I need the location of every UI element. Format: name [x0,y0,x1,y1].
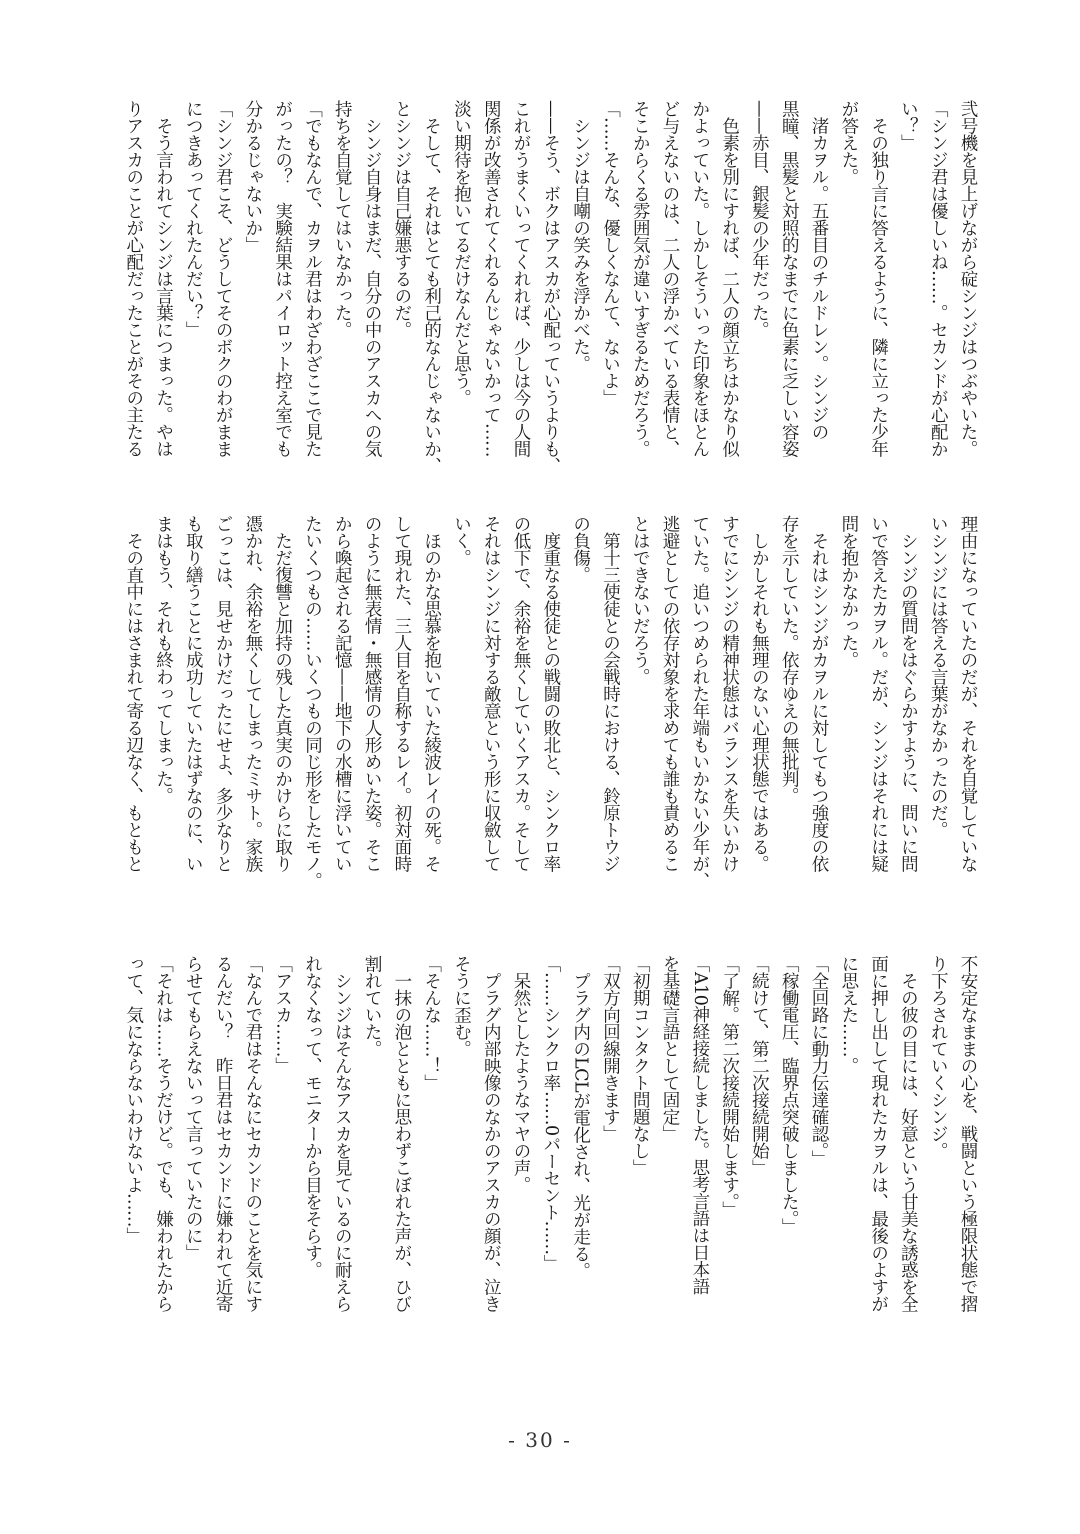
text-line: ただ復讐と加持の残した真実のかけらに取り [272,515,293,872]
text-line: 「全回路に動力伝達確認。」 [809,955,830,1168]
text-line: い？」 [898,100,919,151]
text-line: って、気にならないわけないよ……」 [123,955,144,1244]
text-line: 黒瞳、黒髪と対照的なまでに色素に乏しい容姿 [779,100,800,457]
text-line: 第十三使徒との会戦時における、鈴原トウジ [600,515,621,872]
text-line: その直中にはさまれて寄る辺なく、もともと [123,515,144,872]
text-line: 割れていた。 [362,955,383,1057]
text-line: シンジ自身はまだ、自分の中のアスカへの気 [362,100,383,457]
text-line: 「アスカ……」 [272,955,293,1074]
text-line: 一抹の泡とともに思わずこぼれた声が、ひび [391,955,412,1312]
text-block-top [116,100,982,480]
text-line: しかしそれも無理のない心理状態ではある。 [749,515,770,872]
text-line: それはシンジがカヲルに対してもつ強度の依 [809,515,830,872]
text-line: 「それは……そうだけど。でも、嫌われたから [153,955,174,1312]
text-line: 「初期コンタクト問題なし」 [630,955,651,1176]
text-line: そして、それはとても利己的なんじゃないか、 [421,100,442,474]
text-line: のように無表情・無感情の人形めいた姿。そこ [362,515,383,872]
text-line: これがうまくいってくれれば、少しは今の人間 [511,100,532,457]
text-line: れなくなって、モニターから目をそらす。 [302,955,323,1278]
text-line: して現れた、三人目を自称するレイ。初対面時 [391,515,412,872]
text-line: 「でもなんで、カヲル君はわざわざここで見た [302,100,323,457]
text-line: そう言われてシンジは言葉につまった。やは [153,100,174,457]
text-line: がったの？ 実験結果はパイロット控え室でも [272,100,293,457]
text-line: 憑かれ、余裕を無くしてしまったミサト。家族 [242,515,263,872]
text-line: 面に押し出して現れたカヲルは、最後のよすが [868,955,889,1312]
text-line: かよっていた。しかしそういった印象をほとん [689,100,710,457]
text-line: 「シンジ君は優しいね……。セカンドが心配か [928,100,949,457]
text-line: 逃避としての依存対象を求めても誰も責めるこ [660,515,681,872]
text-line: 存を示していた。依存ゆえの無批判。 [779,515,800,804]
text-line: 分かるじゃないか」 [242,100,263,253]
text-line: プラグ内部映像のなかのアスカの顔が、泣き [481,955,502,1312]
text-line: いシンジには答える言葉がなかったのだ。 [928,515,949,838]
text-line: 「……そんな、優しくなんて、ないよ」 [600,100,621,406]
text-line: 問を抱かなかった。 [838,515,859,668]
text-line: 「シンジ君こそ、どうしてそのボクのわがまま [213,100,234,457]
text-line: 「そんな……！」 [421,955,442,1091]
text-line: 不安定なままの心を、戦闘という極限状態で摺 [958,955,978,1312]
text-line: 「稼働電圧、臨界点突破しました。」 [779,955,800,1236]
text-line: いで答えたカヲル。だが、シンジはそれには疑 [868,515,889,872]
text-line: を基礎言語として固定」 [660,955,681,1142]
text-line: 呆然としたようなマヤの声。 [511,955,532,1193]
text-line: すでにシンジの精神状態はバランスを失いかけ [719,515,740,872]
text-line: の負傷。 [570,515,591,583]
text-line: それはシンジに対する敵意という形に収斂して [481,515,502,872]
text-line: その彼の目には、好意という甘美な誘惑を全 [898,955,919,1312]
text-line: から喚起される記憶——地下の水槽に浮いてい [332,515,353,872]
text-line: ——赤目、銀髪の少年だった。 [749,100,770,338]
text-line: 関係が改善されてくれるんじゃないかって…… [481,100,502,457]
text-line: らせてもらえないって言っていたのに」 [183,955,204,1261]
text-line: シンジの質問をはぐらかすように、問いに問 [898,515,919,872]
text-line: ごっこは、見せかけだったにせよ、多少なりと [213,515,234,872]
text-line: るんだい？ 昨日君はセカンドに嫌われて近寄 [213,955,234,1312]
text-line: の低下で、余裕を無くしていくアスカ。そして [511,515,532,872]
text-line: その独り言に答えるように、隣に立った少年 [868,100,889,457]
page-number: - 30 - [508,1428,572,1452]
text-line: いく。 [451,515,472,566]
text-line: まはもう、それも終わってしまった。 [153,515,174,804]
text-line: 弐号機を見上げながら碇シンジはつぶやいた。 [958,100,978,457]
text-line: そうに歪む。 [451,955,472,1057]
text-line: ど与えないのは、二人の浮かべている表情と、 [660,100,681,457]
text-line: とシンジは自己嫌悪するのだ。 [391,100,412,338]
text-line: 「なんで君はそんなにセカンドのことを気にす [242,955,263,1312]
text-line: ほのかな思慕を抱いていた綾波レイの死。そ [421,515,442,872]
text-line: 渚カヲル。五番目のチルドレン。シンジの [809,100,830,440]
text-line: に思えた……。 [838,955,859,1074]
text-line: り下ろされていくシンジ。 [928,955,949,1159]
text-line: 「続けて、第二次接続開始」 [749,955,770,1176]
text-line: 「了解。第二次接続開始します。」 [719,955,740,1219]
text-line: プラグ内のLCLが電化され、光が走る。 [570,955,591,1280]
text-line: 淡い期待を抱いてるだけなんだと思う。 [451,100,472,406]
text-line: ——そう、ボクはアスカが心配っていうよりも、 [540,100,561,474]
text-line: も取り繕うことに成功していたはずなのに、い [183,515,204,872]
text-block-bottom [116,955,982,1335]
text-line: ていた。追いつめられた年端もいかない少年が、 [689,515,710,889]
text-line: りアスカのことが心配だったことがその主たる [123,100,144,457]
text-line: 「A10神経接続しました。思考言語は日本語 [689,955,710,1295]
text-line: 度重なる使徒との戦闘の敗北と、シンクロ率 [540,515,561,872]
text-line: シンジは自嘲の笑みを浮かべた。 [570,100,591,372]
text-block-middle [116,515,982,915]
text-line: たいくつもの……いくつもの同じ形をしたモノ。 [302,515,323,889]
text-line: につきあってくれたんだい？」 [183,100,204,338]
text-line: 「双方向回線開きます」 [600,955,621,1142]
text-line: 色素を別にすれば、二人の顔立ちはかなり似 [719,100,740,457]
text-line: とはできないだろう。 [630,515,651,685]
text-line: そこからくる雰囲気が違いすぎるためだろう。 [630,100,651,457]
text-line: 持ちを自覚してはいなかった。 [332,100,353,338]
text-line: シンジはそんなアスカを見ているのに耐えら [332,955,353,1312]
text-line: 「……シンクロ率……0パーセント……」 [540,955,561,1272]
text-line: が答えた。 [838,100,859,185]
text-line: 理由になっていたのだが、それを自覚していな [958,515,978,872]
